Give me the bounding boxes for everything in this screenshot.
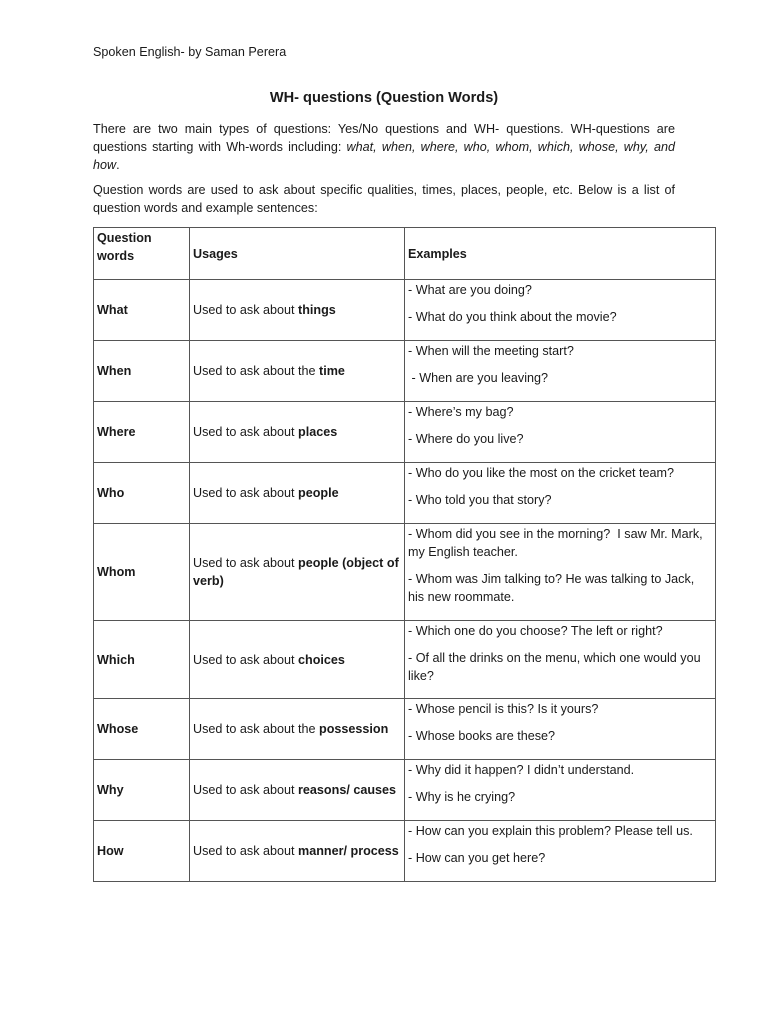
example-sentence: - When are you leaving? [408, 371, 549, 385]
usage-cell [190, 524, 405, 621]
example-sentence: - Whom did you see in the morning? I saw Mr. Mark, my English teacher. [408, 527, 707, 559]
question-words-table [93, 227, 716, 882]
table-row [94, 463, 716, 524]
example-sentence: - Why is he crying? [408, 790, 516, 804]
usage-prefix: Used to ask about the [193, 364, 320, 378]
usage-prefix: Used to ask about [193, 556, 299, 570]
question-word-cell: Which [94, 621, 190, 699]
examples-cell [405, 463, 716, 524]
question-word-cell: How [94, 821, 190, 882]
example-sentence: - Who told you that story? [408, 493, 552, 507]
usage-prefix: Used to ask about [193, 425, 299, 439]
usage-keyword: things [298, 303, 336, 317]
table-row [94, 821, 716, 882]
header-usages: Usages [190, 228, 405, 280]
intro-end: . [116, 158, 120, 172]
usage-cell [190, 463, 405, 524]
usage-keyword: people (object of verb) [193, 556, 399, 588]
usage-prefix: Used to ask about [193, 303, 299, 317]
example-sentence: - Whom was Jim talking to? He was talking to Jack, his new roommate. [408, 572, 698, 604]
usage-keyword: time [319, 364, 345, 378]
examples-cell [405, 760, 716, 821]
examples-cell [405, 280, 716, 341]
table-row [94, 524, 716, 621]
usage-prefix: Used to ask about [193, 486, 299, 500]
usage-cell [190, 821, 405, 882]
table-header-row [94, 228, 716, 280]
example-sentence: - How can you explain this problem? Please tell us. [408, 824, 693, 838]
example-sentence: - Where do you live? [408, 432, 524, 446]
table-row [94, 699, 716, 760]
usage-cell [190, 621, 405, 699]
example-sentence: - What do you think about the movie? [408, 310, 617, 324]
example-sentence: - Where’s my bag? [408, 405, 514, 419]
question-word-cell: Where [94, 402, 190, 463]
usage-keyword: places [298, 425, 338, 439]
examples-cell [405, 821, 716, 882]
example-sentence: - Which one do you choose? The left or right? [408, 624, 663, 638]
usage-cell [190, 760, 405, 821]
usage-prefix: Used to ask about the [193, 722, 320, 736]
usage-cell [190, 341, 405, 402]
example-sentence: - Whose pencil is this? Is it yours? [408, 702, 599, 716]
table-row [94, 621, 716, 699]
usage-cell [190, 280, 405, 341]
table-row [94, 280, 716, 341]
table-row [94, 341, 716, 402]
table-row [94, 402, 716, 463]
usage-cell [190, 699, 405, 760]
usage-keyword: possession [319, 722, 389, 736]
usage-cell [190, 402, 405, 463]
intro-paragraph-2: Question words are used to ask about specific qualities, times, places, people, etc. Below is a list of question words and example sentences: [93, 183, 675, 215]
usage-prefix: Used to ask about [193, 783, 299, 797]
intro-italic-words: what, when, where, who, whom, which, whose, why, and how [93, 140, 675, 172]
document-header: Spoken English- by Saman Perera [93, 45, 287, 59]
example-sentence: - Why did it happen? I didn’t understand. [408, 763, 635, 777]
intro-text: There are two main types of questions: Yes/No questions and WH- questions. WH-questions are questions starting with Wh-words including: [93, 122, 675, 154]
usage-prefix: Used to ask about [193, 844, 299, 858]
usage-keyword: manner/ process [298, 844, 399, 858]
header-examples: Examples [405, 228, 716, 280]
question-word-cell: Whose [94, 699, 190, 760]
table-row [94, 760, 716, 821]
example-sentence: - Of all the drinks on the menu, which one would you like? [408, 651, 705, 683]
usage-prefix: Used to ask about [193, 652, 299, 667]
header-question-words: Question words [94, 228, 190, 280]
example-sentence: - What are you doing? [408, 283, 532, 297]
question-word-cell: What [94, 280, 190, 341]
examples-cell [405, 699, 716, 760]
usage-keyword: choices [298, 652, 345, 667]
example-sentence: - Whose books are these? [408, 729, 556, 743]
question-word-cell: Why [94, 760, 190, 821]
question-word-cell: Who [94, 463, 190, 524]
example-sentence: - Who do you like the most on the cricket team? [408, 466, 674, 480]
examples-cell [405, 402, 716, 463]
examples-cell [405, 621, 716, 699]
usage-keyword: people [298, 486, 339, 500]
page-title: WH- questions (Question Words) [269, 90, 499, 106]
example-sentence: - How can you get here? [408, 851, 546, 865]
question-word-cell: Whom [94, 524, 190, 621]
example-sentence: - When will the meeting start? [408, 344, 574, 358]
question-word-cell: When [94, 341, 190, 402]
usage-keyword: reasons/ causes [298, 783, 397, 797]
examples-cell [405, 524, 716, 621]
intro-paragraph [93, 120, 675, 174]
examples-cell [405, 341, 716, 402]
